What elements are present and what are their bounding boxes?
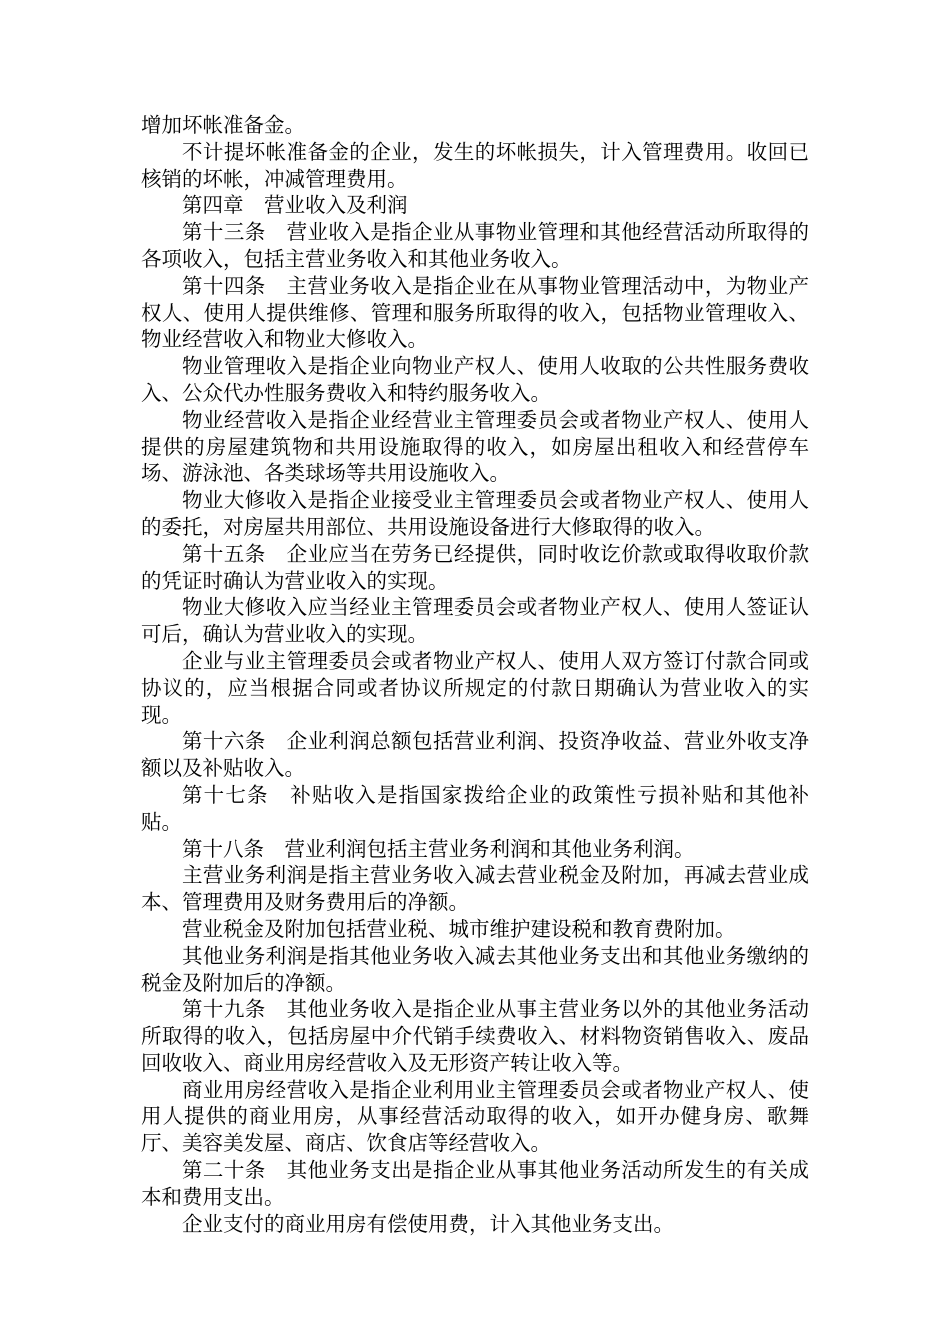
article-19: 第十九条 其他业务收入是指企业从事主营业务以外的其他业务活动所取得的收入，包括房屋中介代销手续费收入、材料物资销售收入、废品回收收入、商业用房经营收入及无形资产转让收入等。 bbox=[141, 997, 809, 1075]
article-14: 第十四条 主营业务收入是指企业在从事物业管理活动中，为物业产权人、使用人提供维修、管理和服务所取得的收入，包括物业管理收入、物业经营收入和物业大修收入。 bbox=[141, 273, 809, 352]
article-13: 第十三条 营业收入是指企业从事物业管理和其他经营活动所取得的各项收入，包括主营业务收入和其他业务收入。 bbox=[141, 220, 809, 271]
paragraph: 物业大修收入是指企业接受业主管理委员会或者物业产权人、使用人的委托，对房屋共用部位、共用设施设备进行大修取得的收入。 bbox=[141, 488, 809, 539]
article-17: 第十七条 补贴收入是指国家拨给企业的政策性亏损补贴和其他补贴。 bbox=[141, 782, 809, 834]
paragraph: 企业与业主管理委员会或者物业产权人、使用人双方签订付款合同或协议的，应当根据合同或者协议所规定的付款日期确认为营业收入的实现。 bbox=[141, 648, 809, 727]
paragraph: 企业支付的商业用房有偿使用费，计入其他业务支出。 bbox=[182, 1211, 674, 1236]
article-15: 第十五条 企业应当在劳务已经提供，同时收讫价款或取得收取价款的凭证时确认为营业收入的实现。 bbox=[141, 541, 809, 593]
article-20: 第二十条 其他业务支出是指企业从事其他业务活动所发生的有关成本和费用支出。 bbox=[141, 1158, 809, 1209]
paragraph-continuation: 增加坏帐准备金。 bbox=[141, 113, 305, 137]
paragraph: 物业经营收入是指企业经营业主管理委员会或者物业产权人、使用人提供的房屋建筑物和共用设施取得的收入，如房屋出租收入和经营停车场、游泳池、各类球场等共用设施收入。 bbox=[141, 407, 809, 486]
paragraph: 物业大修收入应当经业主管理委员会或者物业产权人、使用人签证认可后，确认为营业收入的实现。 bbox=[141, 595, 809, 647]
paragraph: 不计提坏帐准备金的企业，发生的坏帐损失，计入管理费用。收回已核销的坏帐，冲减管理费用。 bbox=[141, 139, 809, 191]
paragraph: 其他业务利润是指其他业务收入减去其他业务支出和其他业务缴纳的税金及附加后的净额。 bbox=[141, 943, 809, 995]
article-16: 第十六条 企业利润总额包括营业利润、投资净收益、营业外收支净额以及补贴收入。 bbox=[141, 729, 809, 781]
body-text bbox=[141, 112, 809, 1237]
chapter-heading: 第四章 营业收入及利润 bbox=[182, 193, 408, 218]
paragraph: 商业用房经营收入是指企业利用业主管理委员会或者物业产权人、使用人提供的商业用房，从事经营活动取得的收入，如开办健身房、歌舞厅、美容美发屋、商店、饮食店等经营收入。 bbox=[141, 1077, 809, 1156]
article-18: 第十八条 营业利润包括主营业务利润和其他业务利润。 bbox=[182, 836, 695, 861]
paragraph: 主营业务利润是指主营业务收入减去营业税金及附加，再减去营业成本、管理费用及财务费用后的净额。 bbox=[141, 863, 809, 915]
paragraph: 物业管理收入是指企业向物业产权人、使用人收取的公共性服务费收入、公众代办性服务费收入和特约服务收入。 bbox=[141, 354, 809, 405]
paragraph: 营业税金及附加包括营业税、城市维护建设税和教育费附加。 bbox=[182, 916, 736, 941]
